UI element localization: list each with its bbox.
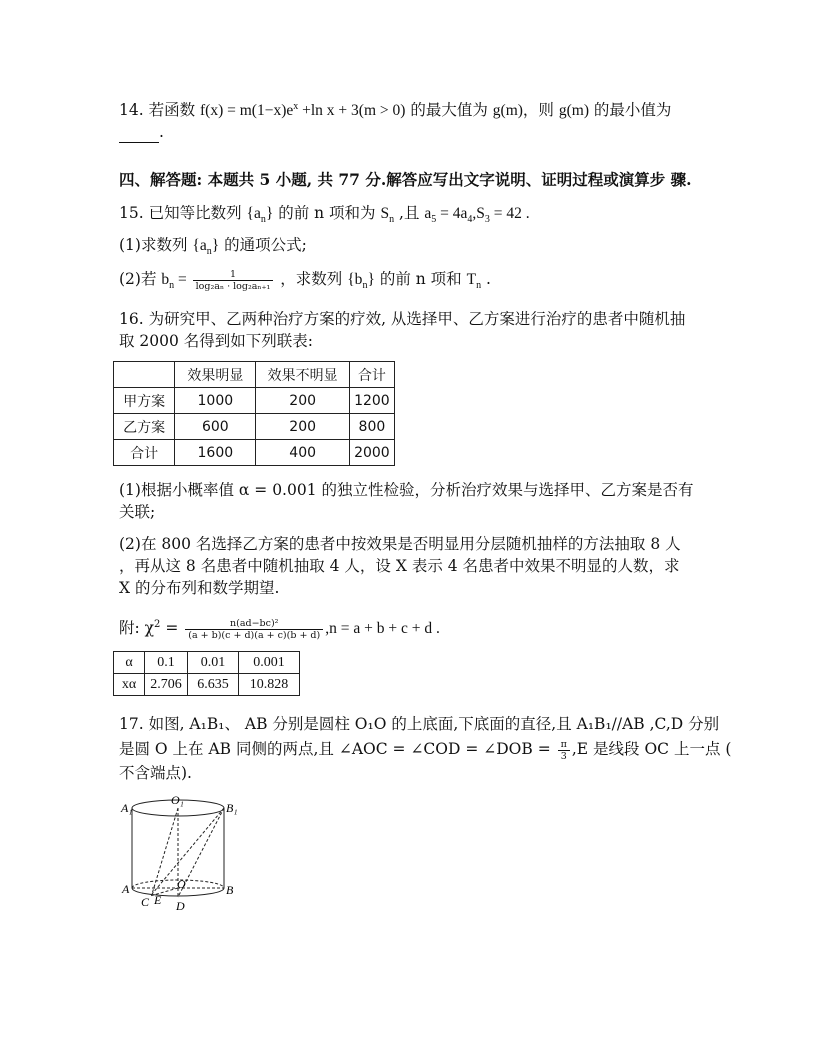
question-17-line2: 是圆 O 上在 AB 同侧的两点,且 ∠AOC = ∠COD = ∠DOB = $\frac{\pi}{3}$ ,E 是线段 OC 上一点 ( (119, 738, 732, 762)
question-17-line1: 17. 如图, A₁B₁、 AB 分别是圆柱 O₁O 的上底面,下底面的直径,且 A₁B₁//AB ,C,D 分别 (119, 715, 720, 733)
label-c: C (141, 895, 150, 909)
table-row: 乙方案 600 200 800 (114, 414, 395, 440)
label-b: B (226, 883, 234, 897)
fraction-bn: $\frac{1}{\text{log₂aₙ · log₂aₙ₊₁}}$ (193, 269, 274, 292)
question-16-part2-line3: X 的分布列和数学期望. (119, 579, 280, 597)
table-row: 甲方案 1000 200 1200 (114, 388, 395, 414)
contingency-table (113, 361, 395, 466)
critical-value-table (113, 651, 300, 696)
line-b1e (152, 808, 224, 894)
question-16-part2-line1: (2)在 800 名选择乙方案的患者中按效果是否明显用分层随机抽样的方法抽取 8 人 (119, 535, 681, 553)
question-14-line1 (119, 96, 671, 122)
q14-end: 的最小值为 (589, 101, 672, 120)
label-d: D (176, 899, 185, 913)
question-16-line2: 取 2000 名得到如下列联表: (119, 332, 314, 350)
table-header-row: 效果明显 效果不明显 合计 (114, 362, 395, 388)
q14-gm: g(m) (492, 102, 523, 120)
q14-formula: $f(x) = m(1-x)e^x +\ln$ x + 3(m > 0) (200, 101, 406, 120)
question-16-part1-line2: 关联; (119, 503, 156, 521)
q14-mid: 的最大值为 (405, 101, 493, 120)
chi-square-formula: 附: $\chi^2$ = $\frac{\text{n(ad−bc)²}}{(a + b)(c + d)(a + c)(b + d)}$ ,n = a + b + c + d . (119, 617, 440, 641)
label-a1: A₁ (121, 801, 133, 815)
question-15-line1: 15. 已知等比数列 $\{a_n\}$ 的前 n 项和为 $S_n$ ,且 $a_5 = 4a_4,S_3 = 42$ . (119, 204, 530, 226)
label-e: E (154, 893, 162, 907)
line-o1e (152, 808, 178, 894)
q14-period: . (159, 123, 164, 141)
cylinder-figure (112, 790, 252, 920)
question-15-part1: (1)求数列 $\{a_n\}$ 的通项公式; (119, 236, 307, 258)
question-16-part1-line1: (1)根据小概率值 α = 0.001 的独立性检验，分析治疗效果与选择甲、乙方案是否有 (119, 481, 694, 499)
q14-tail: ，则 (522, 101, 559, 120)
q14-prefix: 14. 若函数 (119, 101, 196, 120)
table-row: xα 2.706 6.635 10.828 (114, 674, 300, 696)
question-14-line2 (119, 121, 164, 143)
question-17-line3: 不含端点). (119, 764, 192, 782)
label-b1: B₁ (226, 801, 238, 815)
answer-blank (119, 128, 159, 143)
question-15-part2: (2)若 $b_n$ = $\frac{1}{\text{log₂aₙ · log₂aₙ₊₁}}$ ，求数列 $\{b_n\}$ 的前 n 项和 $T_n$ . (119, 268, 491, 292)
question-16-line1: 16. 为研究甲、乙两种治疗方案的疗效, 从选择甲、乙方案进行治疗的患者中随机抽 (119, 310, 686, 328)
question-16-part2-line2: ，再从这 8 名患者中随机抽取 4 人，设 X 表示 4 名患者中效果不明显的人数，求 (119, 557, 680, 575)
label-o: O (177, 877, 186, 891)
q14-gm-2: g(m) (558, 102, 589, 120)
chi-fraction: $\frac{\text{n(ad−bc)²}}{(a + b)(c + d)(a + c)(b + d)}$ (185, 618, 323, 641)
section-heading: 四、解答题: 本题共 5 小题, 共 77 分.解答应写出文字说明、证明过程或演算步 骤. (119, 170, 692, 189)
pi-over-3: $\frac{\pi}{3}$ (558, 739, 570, 762)
label-o1: O₁ (171, 793, 184, 807)
table-row: α 0.1 0.01 0.001 (114, 652, 300, 674)
table-row: 合计 1600 400 2000 (114, 440, 395, 466)
label-a: A (122, 882, 130, 896)
